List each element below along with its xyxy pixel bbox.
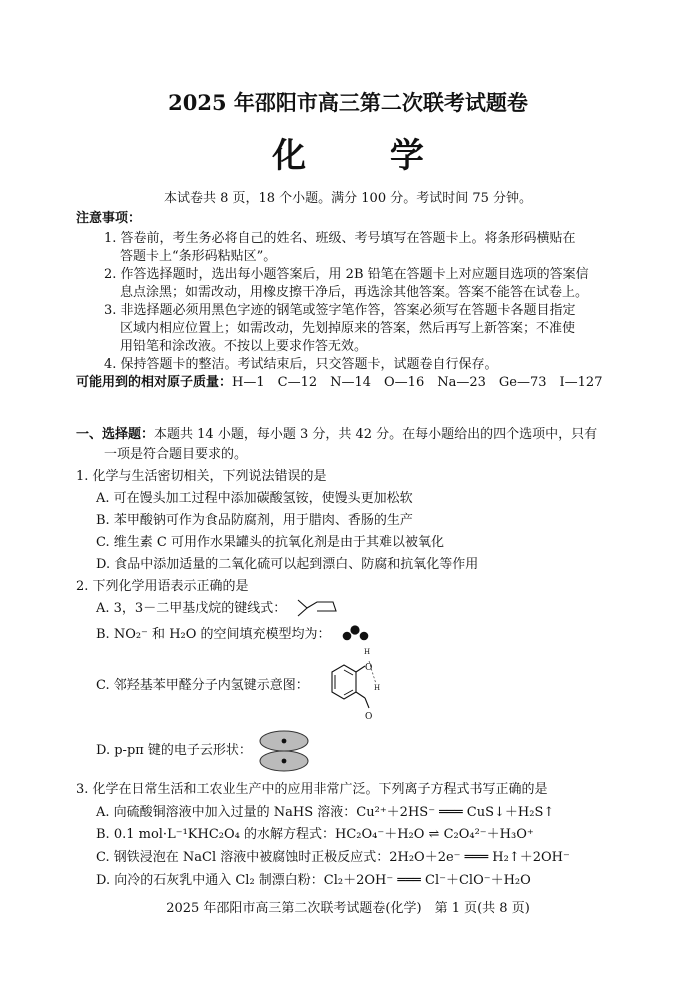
p-p-pi-electron-cloud-image	[258, 728, 310, 774]
notes-item: 1. 答卷前，考生务必将自己的姓名、班级、考号填写在答题卡上。将条形码横贴在	[104, 231, 576, 246]
notes-item: 息点涂黑；如需改动，用橡皮擦干净后，再选涂其他答案。答案不能答在试卷上。	[120, 285, 589, 300]
skeletal-formula-image	[298, 597, 338, 619]
atomic-masses-label: 可能用到的相对原子质量：	[76, 375, 233, 390]
option: D. p-pπ 键的电子云形状：	[96, 743, 252, 758]
option: D. 向冷的石灰乳中通入 Cl₂ 制漂白粉：Cl₂＋2OH⁻ ═══ Cl⁻＋ClO⁻＋H₂O	[96, 873, 531, 888]
option: B. NO₂⁻ 和 H₂O 的空间填充模型均为：	[96, 627, 331, 642]
svg-text:O: O	[365, 663, 373, 673]
svg-text:H: H	[374, 684, 381, 692]
option: A. 向硫酸铜溶液中加入过量的 NaHS 溶液：Cu²⁺＋2HS⁻ ═══ CuS↓＋H₂S↑	[96, 805, 555, 820]
question-stem: 3. 化学在日常生活和工农业生产中的应用非常广泛。下列离子方程式书写正确的是	[76, 782, 548, 797]
exam-title: 2025 年邵阳市高三第二次联考试题卷	[168, 90, 528, 115]
hydrogen-bond-structure-image	[322, 646, 382, 724]
exam-intro: 本试卷共 8 页，18 个小题。满分 100 分。考试时间 75 分钟。	[163, 191, 533, 206]
notes-item: 2. 作答选择题时，选出每小题答案后，用 2B 铅笔在答题卡上对应题目选项的答案信	[104, 267, 589, 282]
notes-item: 4. 保持答题卡的整洁。考试结束后，只交答题卡，试题卷自行保存。	[104, 357, 498, 372]
page-footer: 2025 年邵阳市高三第二次联考试题卷(化学) 第 1 页(共 8 页)	[166, 901, 530, 916]
space-filling-model-image	[341, 625, 371, 641]
section1-heading: 一、选择题：	[76, 427, 155, 442]
notes-item: 区域内相应位置上；如需改动，先划掉原来的答案，然后再写上新答案；不准使	[120, 321, 576, 336]
option: A. 可在馒头加工过程中添加碳酸氢铵，使馒头更加松软	[96, 491, 413, 506]
atomic-masses	[76, 374, 602, 391]
option: B. 0.1 mol·L⁻¹KHC₂O₄ 的水解方程式：HC₂O₄⁻＋H₂O ⇌ C₂O₄²⁻＋H₃O⁺	[96, 827, 534, 842]
section1-desc: 本题共 14 小题，每小题 3 分，共 42 分。在每小题给出的四个选项中，只有	[154, 427, 598, 442]
question-stem: 2. 下列化学用语表示正确的是	[76, 579, 249, 594]
subject-title: 化 学	[272, 136, 460, 176]
notes-item: 用铅笔和涂改液。不按以上要求作答无效。	[120, 339, 368, 354]
option: C. 维生素 C 可用作水果罐头的抗氧化剂是由于其难以被氧化	[96, 535, 444, 550]
option: C. 钢铁浸泡在 NaCl 溶液中被腐蚀时正极反应式：2H₂O＋2e⁻ ═══ H₂↑＋2OH⁻	[96, 850, 570, 865]
notes-heading: 注意事项：	[76, 211, 142, 226]
svg-text:O: O	[365, 712, 373, 722]
option: B. 苯甲酸钠可作为食品防腐剂，用于腊肉、香肠的生产	[96, 513, 413, 528]
atomic-masses-values: H—1 C—12 N—14 O—16 Na—23 Ge—73 I—127	[232, 375, 603, 390]
notes-item: 答题卡上“条形码粘贴区”。	[120, 249, 277, 264]
option: A. 3，3－二甲基戊烷的键线式：	[96, 601, 287, 616]
section1-desc-2: 一项是符合题目要求的。	[104, 447, 248, 462]
option: C. 邻羟基苯甲醛分子内氢键示意图：	[96, 678, 309, 693]
section1-line1	[76, 426, 597, 443]
question-stem: 1. 化学与生活密切相关，下列说法错误的是	[76, 469, 327, 484]
option: D. 食品中添加适量的二氧化硫可以起到漂白、防腐和抗氧化等作用	[96, 557, 479, 572]
notes-item: 3. 非选择题必须用黑色字迹的钢笔或签字笔作答，答案必须写在答题卡各题目指定	[104, 303, 576, 318]
svg-text:H: H	[364, 648, 371, 656]
